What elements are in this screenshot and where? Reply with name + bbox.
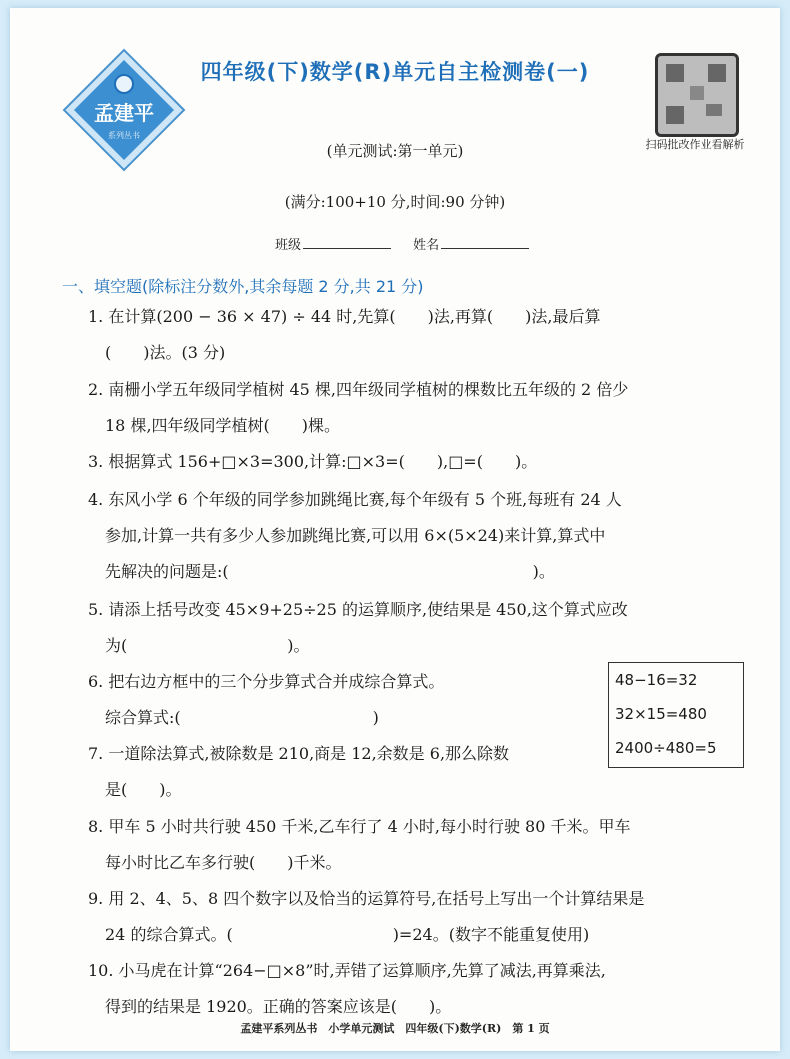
question-10 (88, 953, 758, 1025)
page-footer: 孟建平系列丛书 小学单元测试 四年级(下)数学(R) 第 1 页 (240, 1022, 550, 1035)
question-1 (88, 299, 758, 371)
question-line: 先解决的问题是:( )。 (105, 562, 555, 581)
question-line: 10. 小马虎在计算“264−□×8”时,弄错了运算顺序,先算了减法,再算乘法, (88, 961, 606, 980)
question-line: 综合算式:( ) (105, 708, 379, 727)
question-line: 参加,计算一共有多少人参加跳绳比赛,可以用 6×(5×24)来计算,算式中 (105, 526, 606, 545)
question-line: 为( )。 (105, 636, 310, 655)
student-info-row (275, 234, 547, 253)
question-line: 6. 把右边方框中的三个分步算式合并成综合算式。 (88, 672, 445, 691)
qr-code-icon[interactable] (655, 53, 739, 137)
question-line: 4. 东风小学 6 个年级的同学参加跳绳比赛,每个年级有 5 个班,每班有 24 人 (88, 490, 622, 509)
question-line: 3. 根据算式 156+□×3=300,计算:□×3=( ),□=( )。 (88, 452, 538, 471)
class-field[interactable] (303, 235, 391, 249)
step-equation: 2400÷480=5 (615, 739, 717, 757)
name-field[interactable] (441, 235, 529, 249)
question-line: 24 的综合算式。( )=24。(数字不能重复使用) (105, 925, 590, 944)
section-heading: 一、填空题(除标注分数外,其余每题 2 分,共 21 分) (62, 277, 424, 296)
question-line: 9. 用 2、4、5、8 四个数字以及恰当的运算符号,在括号上写出一个计算结果是 (88, 889, 645, 908)
question-line: 18 棵,四年级同学植树( )棵。 (105, 416, 341, 435)
question-line: 8. 甲车 5 小时共行驶 450 千米,乙车行了 4 小时,每小时行驶 80 千米。甲车 (88, 817, 631, 836)
class-label: 班级 (275, 238, 302, 253)
question-line: ( )法。(3 分) (105, 343, 226, 362)
question-2 (88, 372, 758, 444)
svg-text:系列丛书: 系列丛书 (108, 131, 140, 140)
step-equation: 48−16=32 (615, 671, 698, 689)
question-line: 5. 请添上括号改变 45×9+25÷25 的运算顺序,使结果是 450,这个算式应改 (88, 600, 628, 619)
step-equation: 32×15=480 (615, 705, 707, 723)
exam-subtitle: (单元测试:第一单元) (326, 142, 464, 160)
question-line: 7. 一道除法算式,被除数是 210,商是 12,余数是 6,那么除数 (88, 744, 510, 763)
question-9 (88, 881, 758, 953)
question-line: 每小时比乙车多行驶( )千米。 (105, 853, 342, 872)
exam-page (10, 8, 780, 1051)
question-line: 2. 南栅小学五年级同学植树 45 棵,四年级同学植树的棵数比五年级的 2 倍少 (88, 380, 629, 399)
question-line: 得到的结果是 1920。正确的答案应该是( )。 (105, 997, 452, 1016)
qr-caption: 扫码批改作业看解析 (645, 138, 745, 151)
svg-text:孟建平: 孟建平 (94, 101, 154, 125)
score-info: (满分:100+10 分,时间:90 分钟) (284, 193, 506, 211)
question-7 (88, 736, 608, 808)
question-5 (88, 592, 758, 664)
page-title: 四年级(下)数学(R)单元自主检测卷(一) (200, 60, 590, 84)
question-3 (88, 444, 758, 480)
question-line: 1. 在计算(200 − 36 × 47) ÷ 44 时,先算( )法,再算( )法,最后算 (88, 307, 601, 326)
question-8 (88, 809, 758, 881)
step-equations-box (608, 662, 744, 768)
name-label: 姓名 (413, 238, 440, 253)
question-4 (88, 482, 758, 590)
question-line: 是( )。 (105, 780, 182, 799)
